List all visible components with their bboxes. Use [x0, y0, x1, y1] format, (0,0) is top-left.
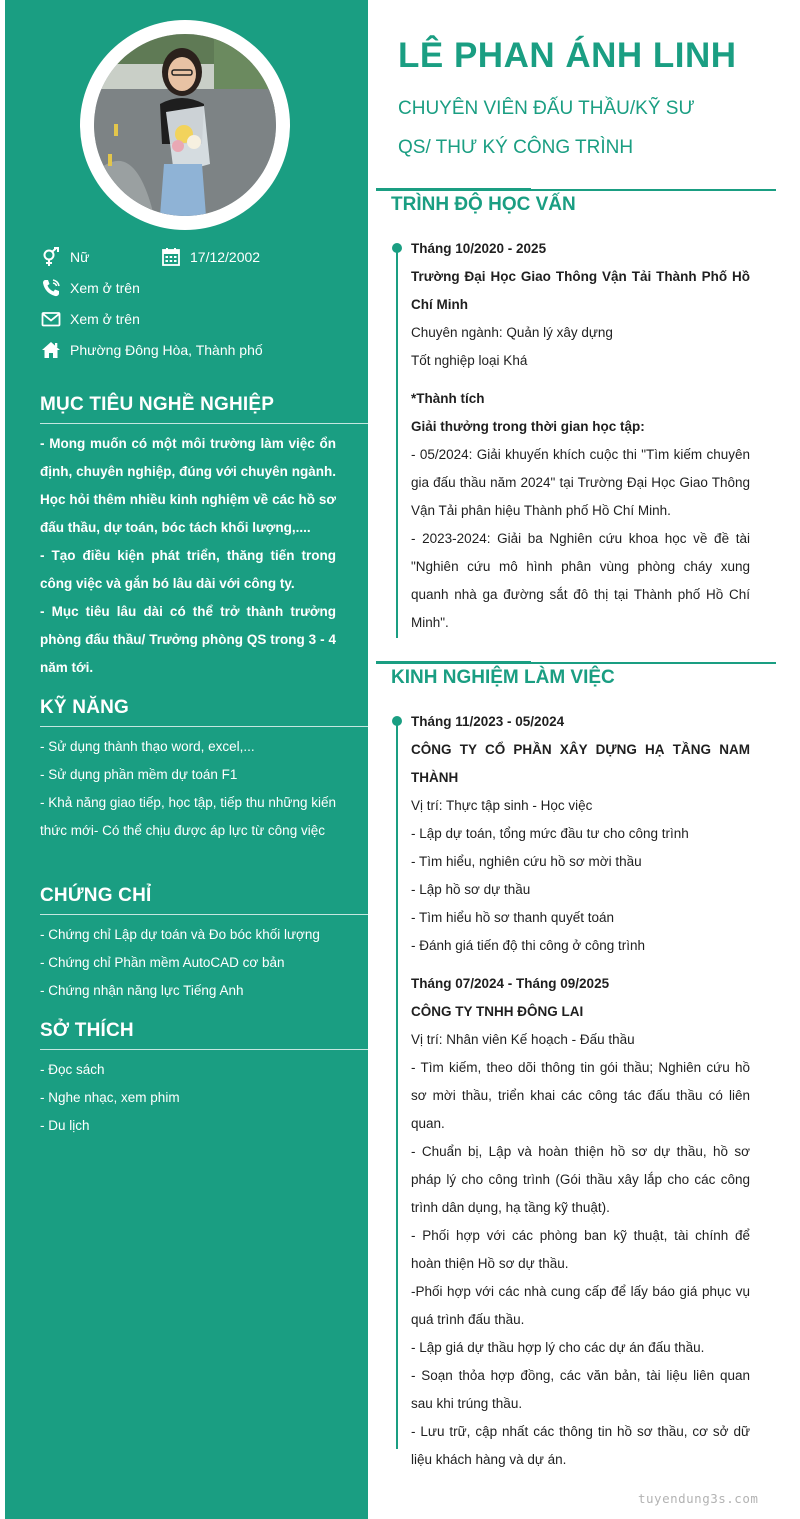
education-major: Chuyên ngành: Quản lý xây dựng [411, 325, 613, 340]
job-task: - Phối hợp với các phòng ban kỹ thuật, tài chính để hoàn thiện Hồ sơ dự thầu. [411, 1228, 750, 1271]
award-item: - 05/2024: Giải khuyến khích cuộc thi "Tìm kiếm chuyên gia đấu thầu năm 2024" tại Trường Đại Học Giao Thông Vận Tải phân hiệu Thành phố Hồ Chí Minh. [411, 447, 750, 518]
phone-text: Xem ở trên [70, 280, 140, 296]
skills-heading: KỸ NĂNG [40, 697, 130, 718]
objective-rule [40, 423, 368, 424]
job-position: Vị trí: Thực tập sinh - Học việc [411, 798, 593, 813]
award-item: - 2023-2024: Giải ba Nghiên cứu khoa học về đề tài "Nghiên cứu mô hình phân vùng phòng cháy xung quanh nhà ga đường sắt đô thị tại Thành phố Hồ Chí Minh". [411, 531, 750, 630]
list-item: - Chứng chỉ Phần mềm AutoCAD cơ bản [40, 955, 285, 970]
objective-paragraph: - Tạo điều kiện phát triển, thăng tiến trong công việc và gắn bó lâu dài với công ty. [40, 548, 336, 591]
gender-text: Nữ [70, 249, 90, 265]
job-task: - Lưu trữ, cập nhất các thông tin hồ sơ thầu, cơ sở dữ liệu khách hàng và dự án. [411, 1424, 750, 1467]
address-row [40, 339, 263, 361]
list-item: - Khả năng giao tiếp, học tập, tiếp thu những kiến thức mới- Có thể chịu được áp lực từ công việc [40, 795, 336, 838]
job-task: - Tìm hiểu hồ sơ thanh quyết toán [411, 910, 614, 925]
job-task: - Lập dự toán, tổng mức đầu tư cho công trình [411, 826, 689, 841]
job-period: Tháng 07/2024 - Tháng 09/2025 [411, 976, 610, 991]
phone-icon [40, 277, 62, 299]
hobbies-rule [40, 1049, 368, 1050]
education-grade: Tốt nghiệp loại Khá [411, 353, 528, 368]
job-period: Tháng 11/2023 - 05/2024 [411, 714, 565, 729]
job-task: - Lập giá dự thầu hợp lý cho các dự án đấu thầu. [411, 1340, 705, 1355]
education-heading: TRÌNH ĐỘ HỌC VẤN [391, 194, 576, 215]
job-title-line-1: CHUYÊN VIÊN ĐẤU THẦU/KỸ SƯ [398, 98, 695, 119]
education-period: Tháng 10/2020 - 2025 [411, 241, 547, 256]
list-item: - Chứng nhận năng lực Tiếng Anh [40, 983, 244, 998]
education-entry [411, 235, 750, 637]
job-task: - Soạn thỏa hợp đồng, các văn bản, tài liệu liên quan sau khi trúng thầu. [411, 1368, 750, 1411]
list-item: - Du lịch [40, 1118, 90, 1133]
awards-label: Giải thưởng trong thời gian học tập: [411, 419, 645, 434]
experience-timeline [396, 721, 398, 1449]
sidebar [5, 0, 368, 1519]
job-company: CÔNG TY TNHH ĐÔNG LAI [411, 1004, 584, 1019]
list-item: - Đọc sách [40, 1062, 105, 1077]
experience-heading: KINH NGHIỆM LÀM VIỆC [391, 667, 615, 688]
skills-rule [40, 726, 368, 727]
objective-body [40, 430, 336, 682]
list-item: - Chứng chỉ Lập dự toán và Đo bóc khối lượng [40, 927, 320, 942]
calendar-icon [160, 246, 182, 268]
job-task: - Chuẩn bị, Lập và hoàn thiện hồ sơ dự thầu, hồ sơ pháp lý cho công trình (Gói thầu xây lắp cho các công trình dân dụng, hạ tầng kỹ thuật). [411, 1144, 750, 1215]
gender-row [40, 246, 89, 268]
email-icon [40, 308, 62, 330]
education-rule [376, 189, 776, 191]
job-task: - Tìm hiểu, nghiên cứu hồ sơ mời thầu [411, 854, 642, 869]
skills-list [40, 733, 336, 845]
objective-paragraph: - Mục tiêu lâu dài có thể trở thành trưởng phòng đấu thầu/ Trưởng phòng QS trong 3 - 4 năm tới. [40, 604, 336, 675]
experience-entry [411, 708, 750, 1474]
list-item: - Nghe nhạc, xem phim [40, 1090, 180, 1105]
email-text: Xem ở trên [70, 311, 140, 327]
address-text: Phường Đông Hòa, Thành phố [70, 342, 263, 358]
phone-row [40, 277, 140, 299]
job-task: - Lập hồ sơ dự thầu [411, 882, 531, 897]
certificates-rule [40, 914, 368, 915]
hobbies-heading: SỞ THÍCH [40, 1020, 134, 1041]
certificates-heading: CHỨNG CHỈ [40, 885, 152, 906]
experience-rule [376, 662, 776, 664]
list-item: - Sử dụng thành thạo word, excel,... [40, 739, 255, 754]
avatar-ring [80, 20, 290, 230]
job-task: - Đánh giá tiến độ thi công ở công trình [411, 938, 645, 953]
objective-paragraph: - Mong muốn có một môi trường làm việc ổn định, chuyên nghiệp, đúng với chuyên ngành. Học hỏi thêm nhiều kinh nghiệm về các hồ sơ đấu thầu, dự toán, bóc tách khối lượng,.... [40, 436, 336, 535]
job-task: -Phối hợp với các nhà cung cấp để lấy báo giá phục vụ quá trình đấu thầu. [411, 1284, 750, 1327]
dob-text: 17/12/2002 [190, 249, 261, 265]
gender-icon [40, 246, 62, 268]
certificates-list [40, 921, 336, 1005]
dob-row [160, 246, 260, 268]
education-timeline [396, 248, 398, 638]
job-task: - Tìm kiếm, theo dõi thông tin gói thầu; Nghiên cứu hồ sơ mời thầu, triển khai các công tác đấu thầu có liên quan. [411, 1060, 750, 1131]
hobbies-list [40, 1056, 336, 1140]
watermark: tuyendung3s.com [638, 1491, 759, 1506]
job-title-line-2: QS/ THƯ KÝ CÔNG TRÌNH [398, 137, 634, 158]
candidate-name: LÊ PHAN ÁNH LINH [398, 36, 737, 75]
list-item: - Sử dụng phần mềm dự toán F1 [40, 767, 238, 782]
job-position: Vị trí: Nhân viên Kế hoạch - Đấu thầu [411, 1032, 635, 1047]
achievements-label: *Thành tích [411, 391, 485, 406]
email-row [40, 308, 140, 330]
job-company: CÔNG TY CỔ PHẦN XÂY DỰNG HẠ TẦNG NAM THÀNH [411, 742, 750, 785]
avatar [94, 34, 276, 216]
objective-heading: MỤC TIÊU NGHỀ NGHIỆP [40, 394, 275, 415]
home-icon [40, 339, 62, 361]
education-school: Trường Đại Học Giao Thông Vận Tải Thành Phố Hồ Chí Minh [411, 269, 750, 312]
